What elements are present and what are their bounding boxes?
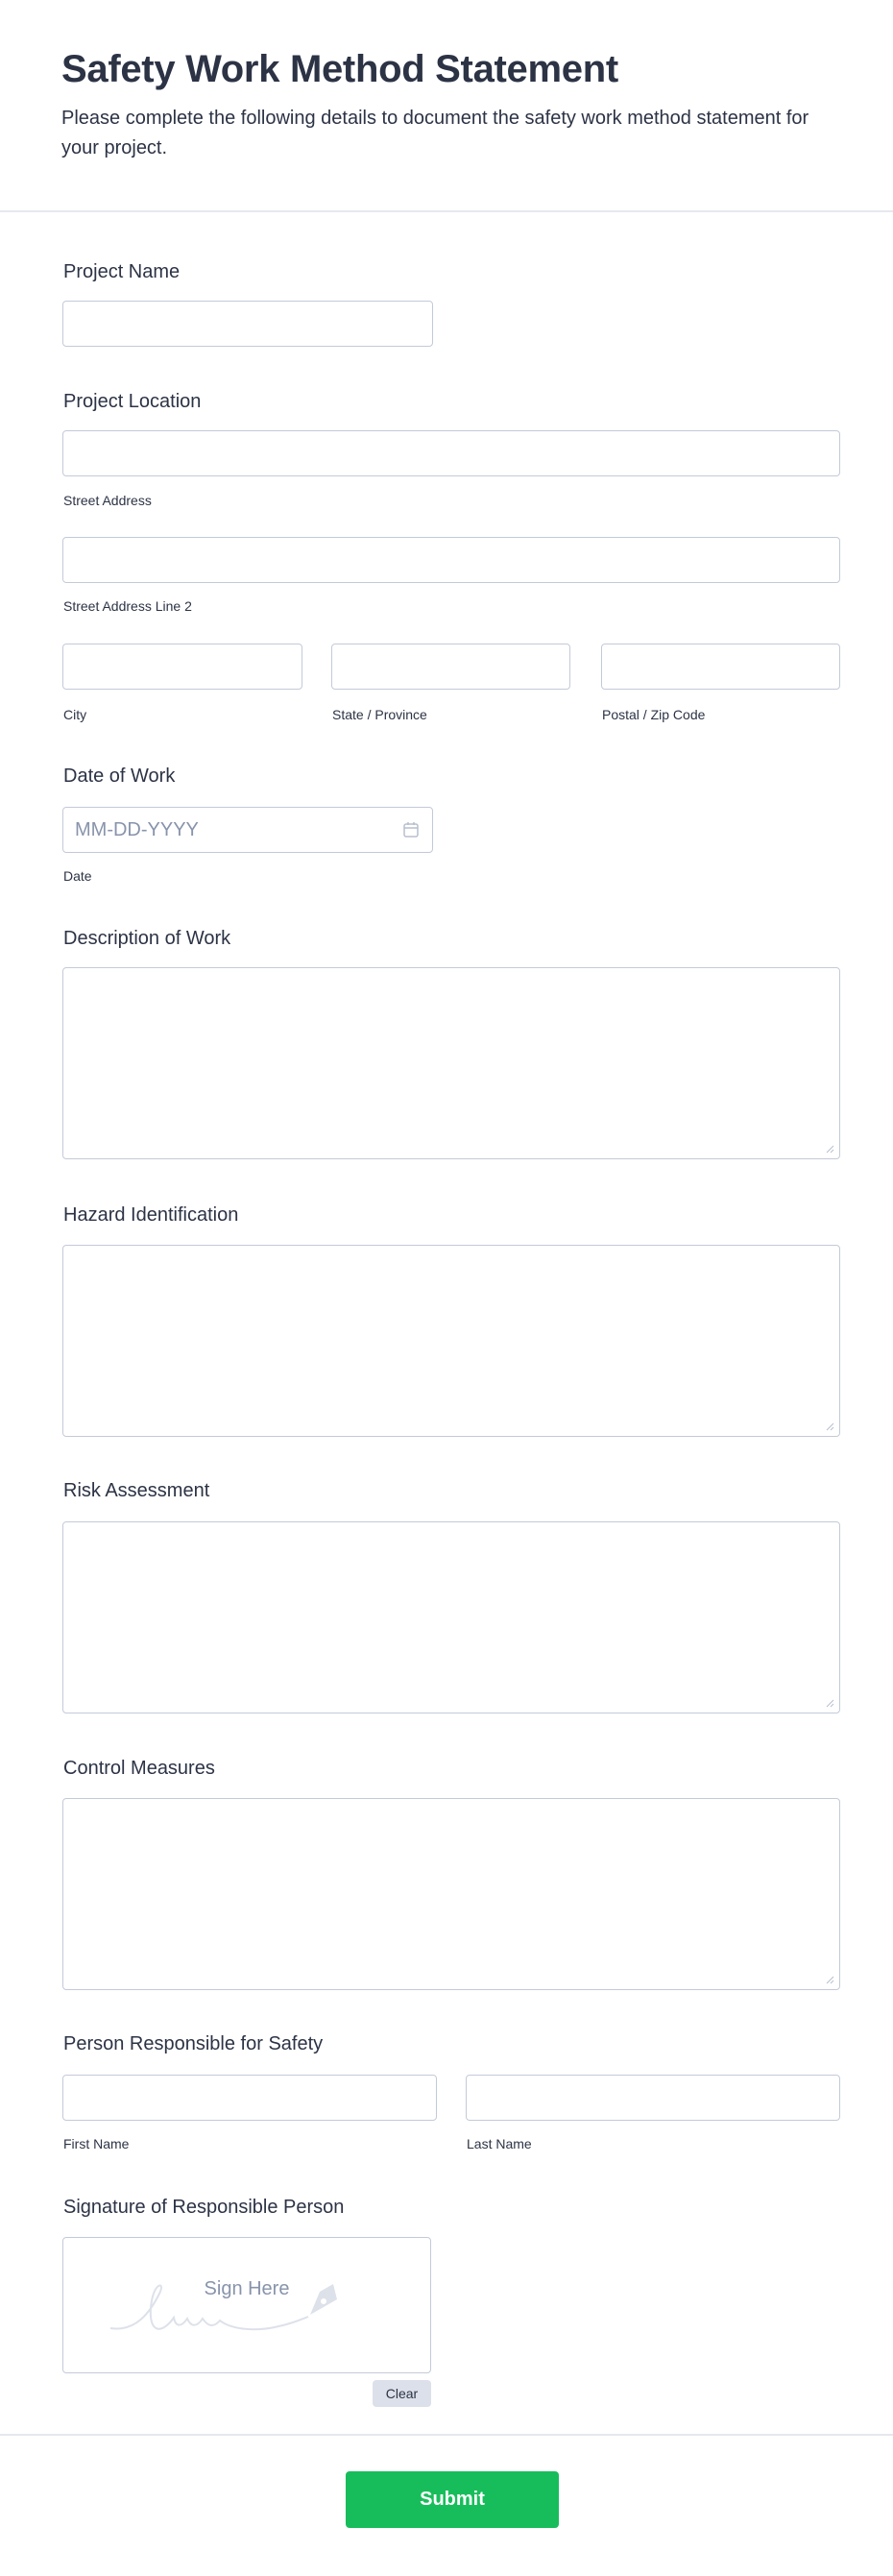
date-of-work-label: Date of Work <box>63 766 176 787</box>
resize-grip-icon[interactable] <box>825 1422 834 1431</box>
resize-grip-icon[interactable] <box>825 1698 834 1708</box>
signature-pen-icon <box>107 2274 395 2342</box>
sign-here-placeholder: Sign Here <box>204 2278 290 2299</box>
date-sublabel: Date <box>63 868 92 884</box>
date-placeholder: MM-DD-YYYY <box>75 819 199 840</box>
risk-textarea[interactable] <box>62 1521 840 1713</box>
calendar-icon[interactable] <box>401 820 421 839</box>
project-name-label: Project Name <box>63 261 181 282</box>
date-input[interactable] <box>62 807 433 853</box>
clear-signature-button[interactable]: Clear <box>373 2380 431 2407</box>
page-title: Safety Work Method Statement <box>61 48 618 90</box>
city-input[interactable] <box>62 644 302 690</box>
resize-grip-icon[interactable] <box>825 1144 834 1154</box>
first-name-sublabel: First Name <box>63 2136 130 2151</box>
control-textarea[interactable] <box>62 1798 840 1990</box>
description-label: Description of Work <box>63 928 231 949</box>
city-sublabel: City <box>63 707 87 722</box>
street-address-sublabel: Street Address <box>63 493 152 508</box>
control-label: Control Measures <box>63 1758 215 1779</box>
person-label: Person Responsible for Safety <box>63 2033 324 2054</box>
description-textarea[interactable] <box>62 967 840 1159</box>
signature-pad[interactable] <box>62 2237 431 2373</box>
postal-input[interactable] <box>601 644 840 690</box>
street-address-input[interactable] <box>62 430 840 476</box>
street-address-line2-input[interactable] <box>62 537 840 583</box>
footer-divider <box>0 2434 893 2436</box>
risk-label: Risk Assessment <box>63 1480 210 1501</box>
hazard-textarea[interactable] <box>62 1245 840 1437</box>
submit-button[interactable]: Submit <box>346 2471 559 2528</box>
last-name-input[interactable] <box>466 2075 840 2121</box>
project-name-input[interactable] <box>62 301 433 347</box>
last-name-sublabel: Last Name <box>467 2136 532 2151</box>
postal-sublabel: Postal / Zip Code <box>602 707 706 722</box>
signature-label: Signature of Responsible Person <box>63 2197 345 2218</box>
state-sublabel: State / Province <box>332 707 427 722</box>
project-location-label: Project Location <box>63 391 202 412</box>
hazard-label: Hazard Identification <box>63 1204 239 1226</box>
page-subtitle: Please complete the following details to document the safety work method statement for your project. <box>61 108 809 158</box>
first-name-input[interactable] <box>62 2075 437 2121</box>
street-address-line2-sublabel: Street Address Line 2 <box>63 598 192 614</box>
resize-grip-icon[interactable] <box>825 1975 834 1984</box>
state-input[interactable] <box>331 644 570 690</box>
header-divider <box>0 210 893 212</box>
